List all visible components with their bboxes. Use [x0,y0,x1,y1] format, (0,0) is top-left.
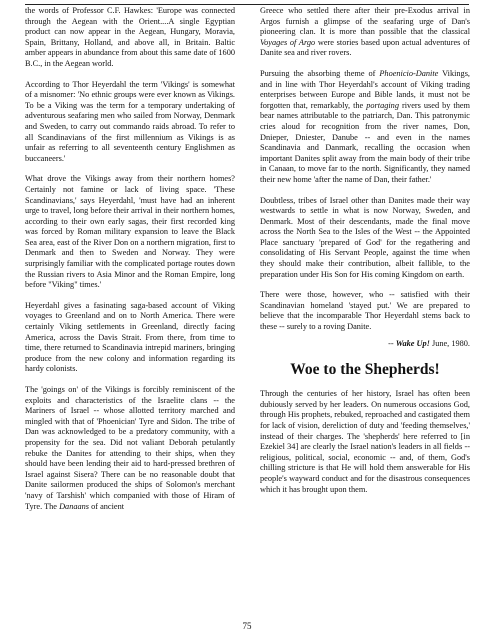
paragraph [25,385,235,512]
italic-text: Phoenicio-Danite [379,68,439,78]
text-run: of ancient [89,501,125,511]
page-number: 75 [242,621,252,631]
paragraph [260,69,470,186]
paragraph: What drove the Vikings away from their northern homes? Certainly not famine or lack of living space. 'These Scandinavians,' says Heyerdahl, 'must have had an inherent urge to travel, long before their arrival in their northern homes, according to their own early sagas, their first recorded king was forced by Roman military expansion to leave the Black Sea area, east of the River Don on a northern migration, first to Denmark and then to Sweden and Norway. They were surprisingly familiar with the complicated portage routes down the Russian rivers to Asia Minor and the Roman Empire, long before "Viking" times.' [25,174,235,290]
paragraph: There were those, however, who -- satisfied with their Scandinavian homeland 'stayed put.' We are prepared to believe that the incomparable Thor Heyerdahl stems back to these -- surely to a roving Danite. [260,290,470,332]
source-title: Wake Up! [395,338,430,348]
paragraph [260,6,470,59]
text-run: Greece who settled there after their pre-Exodus arrival in Argos furnish a glimpse of the seafaring urge of Dan's pioneering clan. It is more than possible that the classical [260,6,470,37]
italic-text: portaging [366,100,399,110]
text-run: The 'goings on' of the Vikings is forcibly reminiscent of the exploits and characteristics of the Israelite clans -- the Mariners of Israel -- whose allotted territory marched and mingled with that of 'Phoenician' Tyre and Sidon. The tribe of Dan was acknowledged to be a predatory community, with a propensity for the sea. Did not valiant Deborah petulantly rebuke the Danites for attending to their ships, when they should have been lending their aid to hard-pressed brethren of Israel against Sisera? There can be no reasonable doubt that Danite sailormen produced the ships of Solomon's merchant 'navy of Tarshish' which companied with those of Hiram of Tyre. The [25,385,235,511]
signature-date: June, 1980. [429,338,470,348]
left-column [25,6,235,512]
paragraph: Doubtless, tribes of Israel other than Danites made their way westwards to settle in what is now Norway, Sweden, and Denmark. Most of their descendants, made the final move across the North Sea to the Isles of the West -- the Appointed Place sanctuary 'prepared of God' for the regathering and consolidating of His Servant People, against the time when they should make their contribution, albeit fallible, to the preparation under His Son for His coming Kingdom on earth. [260,195,470,279]
text-run: Pursuing the absorbing theme of [260,68,380,78]
italic-text: Voyages of Argo [260,37,316,47]
paragraph: According to Thor Heyerdahl the term 'Vikings' is somewhat of a misnomer: 'No ethnic groups were ever known as Vikings. To be a Viking was the term for a temporary undertaking of adventurous seafaring men who sailed from Norway, Denmark and Sweden, to carry out commando raids abroad. To refer to all Scandinavians of the first millennium as Vikings is as unfair as referring to all seventeenth century Englishmen as buccaneers.' [25,79,235,163]
section-heading: Woe to the Shepherds! [290,361,440,379]
text-run: were stories based upon actual adventures of Danite sea and river rovers. [260,37,470,58]
paragraph: Heyerdahl gives a fasinating saga-based account of Viking voyages to Greenland and on to North America. There were certainly Viking settlements in Greenland, directly facing America, across the Davis Strait. From there, from time to time, there returned to Scandinavia intrepid mariners, bringing produce from the new colony and information regarding its hardy colonists. [25,300,235,374]
source-signature [260,339,470,350]
signature-prefix: -- [388,338,396,348]
top-rule [25,4,469,5]
text-run: rivers used by them bear names attributable to the patriarch, Dan. This patronymic cries aloud for recognition from the river names, Don, Dnieper, Dniester, Danube -- and even in the names Scandinavia and Danmark, recalling the occasion when important Danites split away from the main body of their tribe in Canaan, to move far to the north. Significantly, they named their new home 'after the name of Dan, their father.' [260,100,470,184]
paragraph: the words of Professor C.F. Hawkes: 'Europe was connected through the Aegean with the Orient....A single Egyptian product can now appear in the Aegean, Hungary, Moravia, Spain, Brittany, Holland, and above all, in Britain. Baltic amber appears in abundance from about this same date of 1600 B.C., in the Aegean world. [25,6,235,68]
italic-text: Danaans [59,501,90,511]
right-column [260,6,470,495]
text-run: Vikings, and in line with Thor Heyerdahl's account of Viking trading enterprises between Europe and Bible lands, it must not be forgotten that, remarkably, the [260,68,471,110]
paragraph: Through the centuries of her history, Israel has often been dubiously served by her leaders. On numerous occasions God, through His prophets, rebuked, reproached and castigated them for lack of vision, dereliction of duty and 'feeding themselves,' instead of their charges. The 'shepherds' here referred to [in Ezekiel 34] are clearly the Israel nation's leaders in all fields -- religious, political, social, economic -- and, of them, God's chilling stricture is that He will hold them answerable for His people's wayward conduct and for the disastrous consequences which it has brought upon them. [260,389,470,494]
